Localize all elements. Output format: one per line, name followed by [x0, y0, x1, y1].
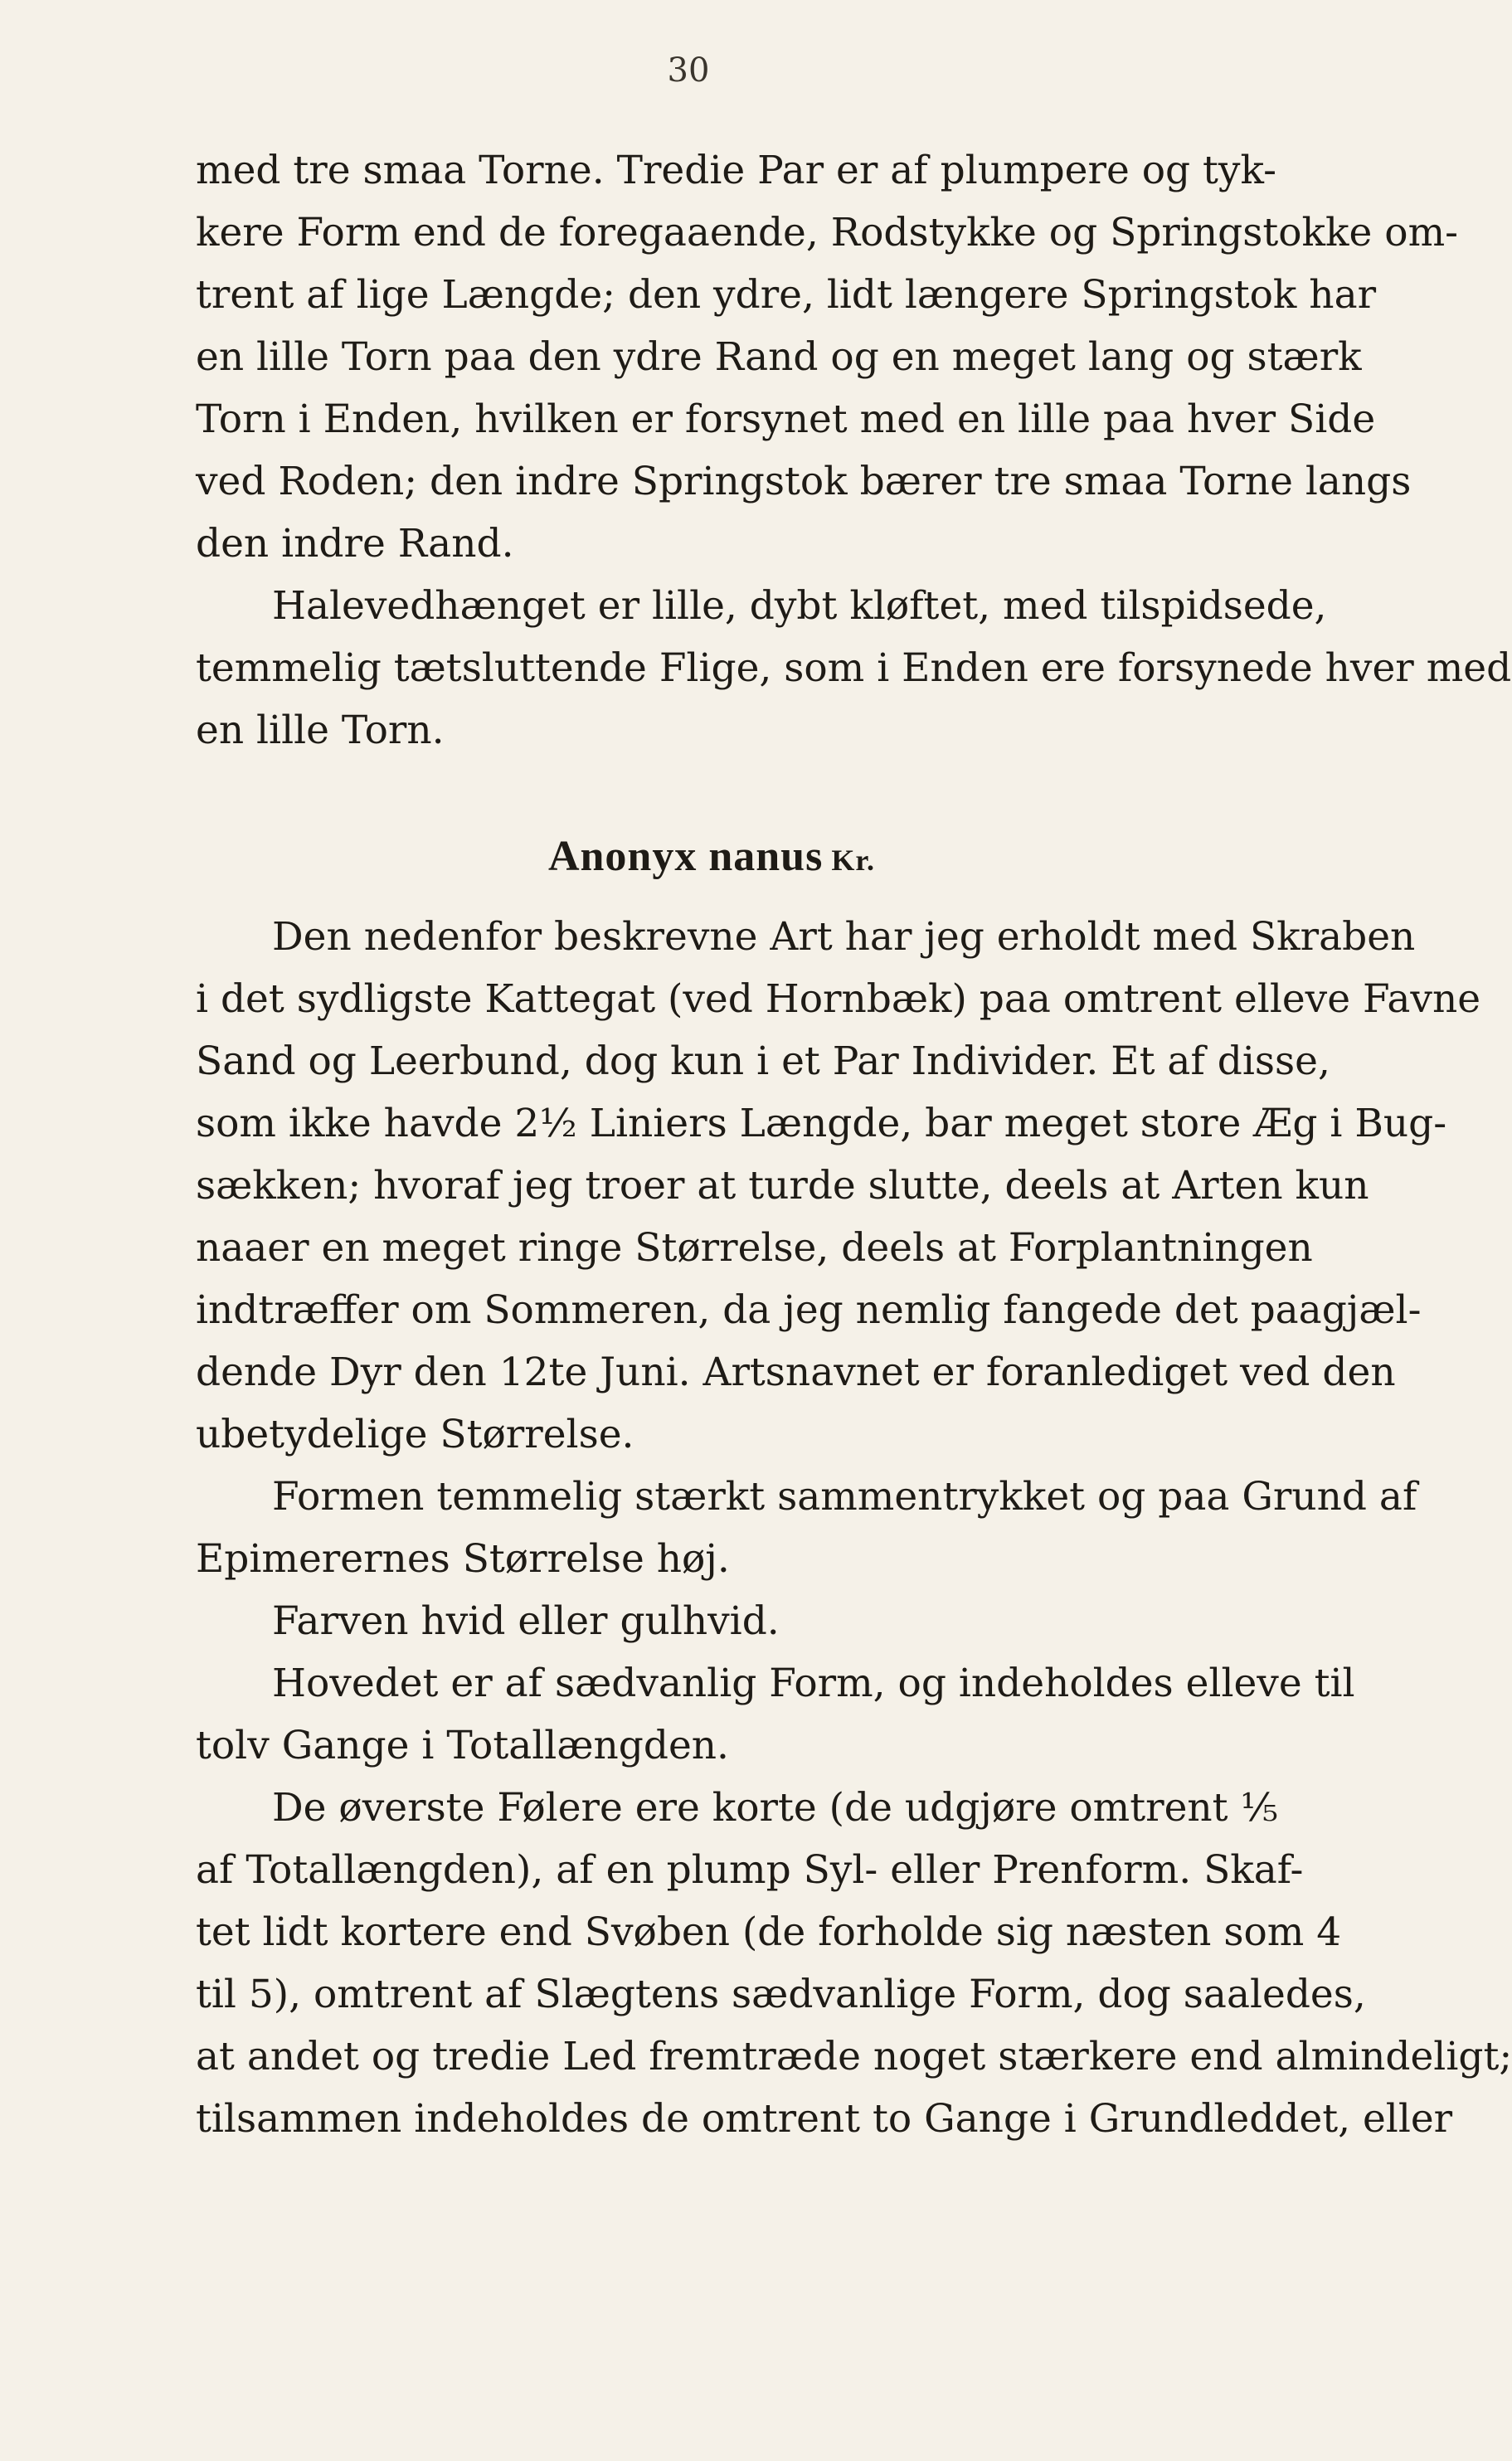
- text-line: med tre smaa Torne. Tredie Par er af plumpere og tyk-: [196, 148, 1277, 193]
- text-line: en lille Torn paa den ydre Rand og en meget lang og stærk: [196, 334, 1362, 380]
- text-line: i det sydligste Kattegat (ved Hornbæk) paa omtrent elleve Favne: [196, 976, 1481, 1022]
- paragraph-telson: [196, 575, 1512, 761]
- paragraph-form: [196, 1466, 1417, 1590]
- text-line: Torn i Enden, hvilken er forsynet med en lille paa hver Side: [196, 396, 1376, 442]
- text-line: naaer en meget ringe Størrelse, deels at Forplantningen: [196, 1225, 1313, 1271]
- text-line: at andet og tredie Led fremtræde noget stærkere end almindeligt;: [196, 2034, 1512, 2079]
- text-line: tet lidt kortere end Svøben (de forholde sig næsten som 4: [196, 1909, 1342, 1955]
- text-line: Farven hvid eller gulhvid.: [272, 1598, 780, 1644]
- text-line: ubetydelige Størrelse.: [196, 1412, 634, 1457]
- text-line: temmelig tætsluttende Flige, som i Enden ere forsynede hver med: [196, 645, 1512, 691]
- text-line: kere Form end de foregaaende, Rodstykke og Springstokke om-: [196, 210, 1459, 255]
- text-line: tolv Gange i Totallængden.: [196, 1723, 729, 1768]
- text-line: Formen temmelig stærkt sammentrykket og paa Grund af: [272, 1474, 1417, 1520]
- species-author: Kr.: [831, 844, 876, 877]
- text-line: Hovedet er af sædvanlig Form, og indeholdes elleve til: [272, 1661, 1355, 1706]
- text-line: trent af lige Længde; den ydre, lidt længere Springstok har: [196, 272, 1377, 318]
- text-line: tilsammen indeholdes de omtrent to Gange i Grundleddet, eller: [196, 2096, 1453, 2142]
- text-line: som ikke havde 2½ Liniers Længde, bar meget store Æg i Bug-: [196, 1101, 1447, 1146]
- text-line: dende Dyr den 12te Juni. Artsnavnet er foranlediget ved den: [196, 1350, 1396, 1395]
- text-line: den indre Rand.: [196, 521, 514, 567]
- paragraph-colour: [196, 1590, 1228, 1652]
- text-line: Den nedenfor beskrevne Art har jeg erholdt med Skraben: [272, 914, 1416, 960]
- text-line: De øverste Følere ere korte (de udgjøre omtrent ⅕: [272, 1785, 1279, 1831]
- text-line: Epimerernes Størrelse høj.: [196, 1536, 730, 1582]
- text-line: til 5), omtrent af Slægtens sædvanlige Form, dog saaledes,: [196, 1972, 1366, 2017]
- paragraph-antennae: [196, 1777, 1512, 2150]
- text-line: indtræffer om Sommeren, da jeg nemlig fangede det paagjæl-: [196, 1287, 1422, 1333]
- text-line: sækken; hvoraf jeg troer at turde slutte, deels at Arten kun: [196, 1163, 1369, 1209]
- text-block: [196, 139, 1512, 2150]
- text-line: Halevedhænget er lille, dybt kløftet, med tilspidsede,: [272, 583, 1327, 629]
- page-number: 30: [667, 51, 710, 90]
- species-name: Anonyx nanus: [547, 833, 824, 880]
- species-heading: [196, 808, 1228, 906]
- text-line: en lille Torn.: [196, 708, 445, 753]
- text-line: ved Roden; den indre Springstok bærer tre smaa Torne langs: [196, 459, 1412, 504]
- paragraph-uropod-description: [196, 139, 1459, 575]
- paragraph-head: [196, 1652, 1355, 1777]
- paragraph-intro: [196, 906, 1481, 1466]
- text-line: Sand og Leerbund, dog kun i et Par Individer. Et af disse,: [196, 1038, 1330, 1084]
- text-line: af Totallængden), af en plump Syl- eller Prenform. Skaf-: [196, 1847, 1304, 1893]
